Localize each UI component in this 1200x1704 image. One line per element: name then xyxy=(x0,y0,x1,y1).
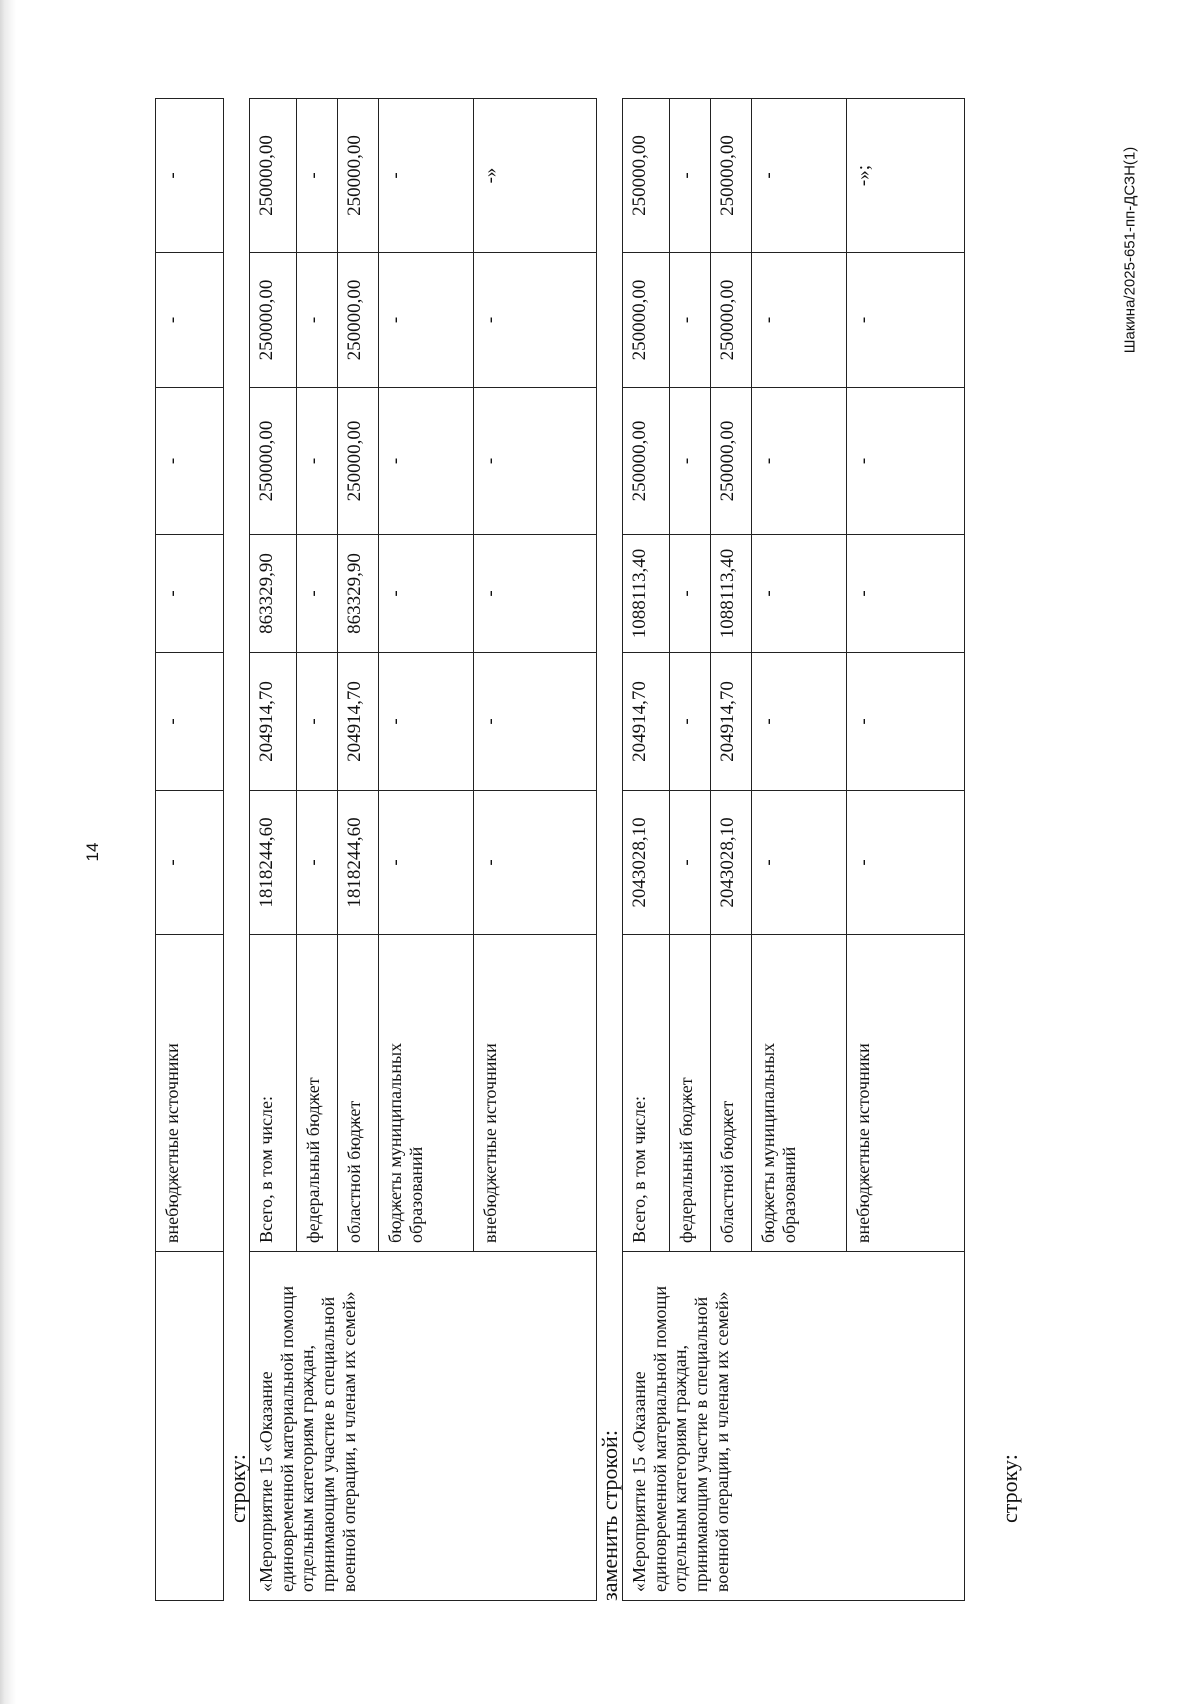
scan-shadow xyxy=(0,0,16,1704)
funding-source-cell: областной бюджет xyxy=(338,935,379,1252)
value-cell: - xyxy=(752,653,847,791)
value-cell: - xyxy=(297,388,338,535)
funding-source-cell: бюджеты муниципальных образований xyxy=(379,935,474,1252)
label-stroku: строку: xyxy=(997,1454,1022,1523)
value-cell: - xyxy=(156,387,224,534)
page-number: 14 xyxy=(83,842,102,862)
value-cell: - xyxy=(670,99,711,253)
value-cell: - xyxy=(297,653,338,791)
value-cell: -» xyxy=(474,99,597,253)
funding-source-cell: Всего, в том числе: xyxy=(623,935,670,1252)
value-cell: - xyxy=(752,388,847,535)
rotated-page-content xyxy=(155,93,1035,1601)
value-cell: - xyxy=(379,99,474,253)
measure-cell xyxy=(156,1252,224,1601)
value-cell: - xyxy=(474,791,597,935)
funding-source-cell: внебюджетные источники xyxy=(847,935,965,1252)
value-cell: 2043028,10 xyxy=(623,791,670,935)
funding-source-cell: внебюджетные источники xyxy=(474,935,597,1252)
value-cell: - xyxy=(670,791,711,935)
value-cell: - xyxy=(156,790,224,934)
value-cell: - xyxy=(670,253,711,388)
value-cell: - xyxy=(379,535,474,653)
value-cell: - xyxy=(379,253,474,388)
value-cell: - xyxy=(847,388,965,535)
measure-cell: «Мероприятие 15 «Оказание единовременной материальной помощи отдельным категориям граждан, принимающим участие в специальной военной операции, и членам их семей» xyxy=(250,1252,597,1601)
value-cell: - xyxy=(847,535,965,653)
value-cell: - xyxy=(474,535,597,653)
value-cell: 250000,00 xyxy=(623,388,670,535)
table-row xyxy=(623,99,670,1601)
funding-source-cell: бюджеты муниципальных образований xyxy=(752,935,847,1252)
value-cell: - xyxy=(297,791,338,935)
label-replace-with: заменить строкой: xyxy=(597,1430,622,1601)
value-cell: - xyxy=(847,653,965,791)
value-cell: 1818244,60 xyxy=(250,791,297,935)
value-cell: - xyxy=(156,534,224,652)
table-row xyxy=(250,99,297,1601)
value-cell: 250000,00 xyxy=(623,253,670,388)
value-cell: - xyxy=(847,253,965,388)
value-cell: 250000,00 xyxy=(250,388,297,535)
value-cell: - xyxy=(297,99,338,253)
value-cell: 250000,00 xyxy=(250,99,297,253)
value-cell: 204914,70 xyxy=(623,653,670,791)
value-cell: 204914,70 xyxy=(338,653,379,791)
value-cell: - xyxy=(297,535,338,653)
value-cell: 250000,00 xyxy=(338,388,379,535)
value-cell: 204914,70 xyxy=(711,653,752,791)
value-cell: 250000,00 xyxy=(711,253,752,388)
value-cell: 1818244,60 xyxy=(338,791,379,935)
value-cell: -»; xyxy=(847,99,965,253)
value-cell: - xyxy=(670,535,711,653)
value-cell: - xyxy=(379,388,474,535)
value-cell: - xyxy=(847,791,965,935)
table-new-row xyxy=(622,98,965,1601)
value-cell: - xyxy=(297,253,338,388)
measure-cell: «Мероприятие 15 «Оказание единовременной материальной помощи отдельным категориям граждан, принимающим участие в специальной военной операции, и членам их семей» xyxy=(623,1252,965,1601)
value-cell: 863329,90 xyxy=(250,535,297,653)
value-cell: 250000,00 xyxy=(338,99,379,253)
document-footer-code: Шакина/2025-651-пп-ДСЗН(1) xyxy=(1121,146,1139,354)
value-cell: - xyxy=(379,791,474,935)
value-cell: 1088113,40 xyxy=(711,535,752,653)
funding-source-cell: внебюджетные источники xyxy=(156,934,224,1251)
top-fragment-table xyxy=(155,98,224,1601)
value-cell: 863329,90 xyxy=(338,535,379,653)
label-stroku: строку: xyxy=(225,1454,250,1523)
value-cell: 250000,00 xyxy=(338,253,379,388)
value-cell: - xyxy=(156,98,224,252)
value-cell: - xyxy=(752,791,847,935)
value-cell: - xyxy=(474,253,597,388)
value-cell: - xyxy=(156,252,224,387)
value-cell: 250000,00 xyxy=(250,253,297,388)
value-cell: 250000,00 xyxy=(711,99,752,253)
value-cell: 250000,00 xyxy=(711,388,752,535)
value-cell: - xyxy=(752,253,847,388)
table-row xyxy=(156,98,224,1600)
funding-source-cell: областной бюджет xyxy=(711,935,752,1252)
table-old-row xyxy=(249,98,597,1601)
funding-source-cell: Всего, в том числе: xyxy=(250,935,297,1252)
value-cell: - xyxy=(752,99,847,253)
value-cell: - xyxy=(474,388,597,535)
value-cell: 250000,00 xyxy=(623,99,670,253)
funding-source-cell: федеральный бюджет xyxy=(297,935,338,1252)
value-cell: 2043028,10 xyxy=(711,791,752,935)
value-cell: - xyxy=(670,653,711,791)
value-cell: - xyxy=(474,653,597,791)
value-cell: - xyxy=(156,652,224,790)
value-cell: 1088113,40 xyxy=(623,535,670,653)
value-cell: - xyxy=(752,535,847,653)
value-cell: - xyxy=(670,388,711,535)
value-cell: - xyxy=(379,653,474,791)
funding-source-cell: федеральный бюджет xyxy=(670,935,711,1252)
value-cell: 204914,70 xyxy=(250,653,297,791)
